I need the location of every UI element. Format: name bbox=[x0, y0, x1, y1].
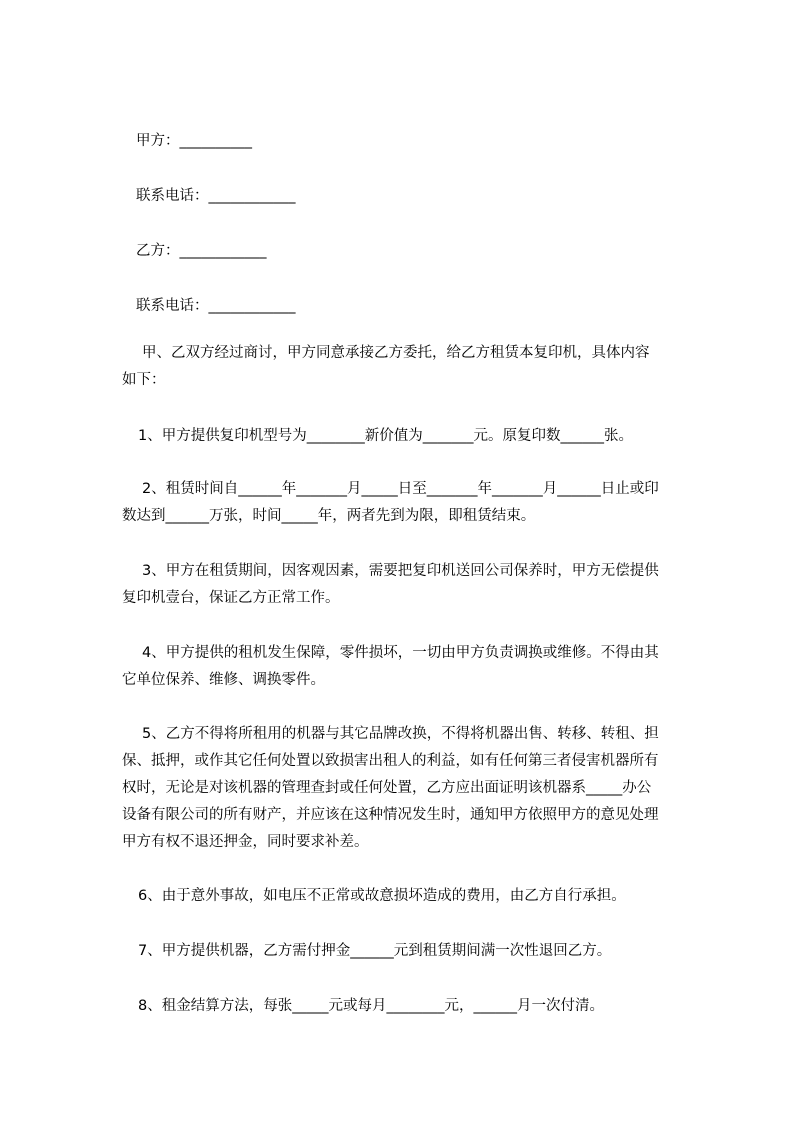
party-b-line: 乙方：____________ bbox=[136, 243, 267, 259]
intro-line-1: 甲、乙双方经过商讨，甲方同意承接乙方委托，给乙方租赁本复印机，具体内容 bbox=[142, 345, 650, 361]
clause-3-line-2: 复印机壹台，保证乙方正常工作。 bbox=[122, 590, 340, 606]
clause-3-line-1: 3、甲方在租赁期间，因客观因素，需要把复印机送回公司保养时，甲方无偿提供 bbox=[142, 563, 659, 579]
clause-5-line-1: 5、乙方不得将所租用的机器与其它品牌改换，不得将机器出售、转移、转租、担 bbox=[142, 726, 659, 742]
clause-1-line-1: 1、甲方提供复印机型号为________新价值为_______元。原复印数______张。 bbox=[138, 428, 633, 444]
clause-2-line-2: 数达到______万张，时间_____年，两者先到为限，即租赁结束。 bbox=[122, 508, 536, 524]
clause-5-line-3: 权时，无论是对该机器的管理查封或任何处置，乙方应出面证明该机器系_____办公 bbox=[122, 780, 652, 796]
clause-8-line-1: 8、租金结算方法，每张_____元或每月________元，______月一次付清。 bbox=[138, 998, 604, 1014]
clause-7-line-1: 7、甲方提供机器，乙方需付押金______元到租赁期间满一次性退回乙方。 bbox=[138, 943, 612, 959]
party-b-phone-line: 联系电话：____________ bbox=[136, 298, 296, 314]
clause-6-line-1: 6、由于意外事故，如电压不正常或故意损坏造成的费用，由乙方自行承担。 bbox=[138, 888, 626, 904]
intro-line-2: 如下： bbox=[122, 372, 166, 388]
clause-2-line-1: 2、租赁时间自______年_______月_____日至_______年_______月______日止或印 bbox=[142, 481, 659, 497]
clause-4-line-2: 它单位保养、维修、调换零件。 bbox=[122, 672, 325, 688]
clause-5-line-2: 保、抵押，或作其它任何处置以致损害出租人的利益，如有任何第三者侵害机器所有 bbox=[122, 753, 659, 769]
clause-5-line-5: 甲方有权不退还押金，同时要求补差。 bbox=[122, 834, 369, 850]
party-a-line: 甲方：__________ bbox=[136, 133, 252, 149]
clause-5-line-4: 设备有限公司的所有财产，并应该在这种情况发生时，通知甲方依照甲方的意见处理 bbox=[122, 807, 659, 823]
clause-4-line-1: 4、甲方提供的租机发生保障，零件损坏，一切由甲方负责调换或维修。不得由其 bbox=[142, 645, 659, 661]
party-a-phone-line: 联系电话：____________ bbox=[136, 188, 296, 204]
